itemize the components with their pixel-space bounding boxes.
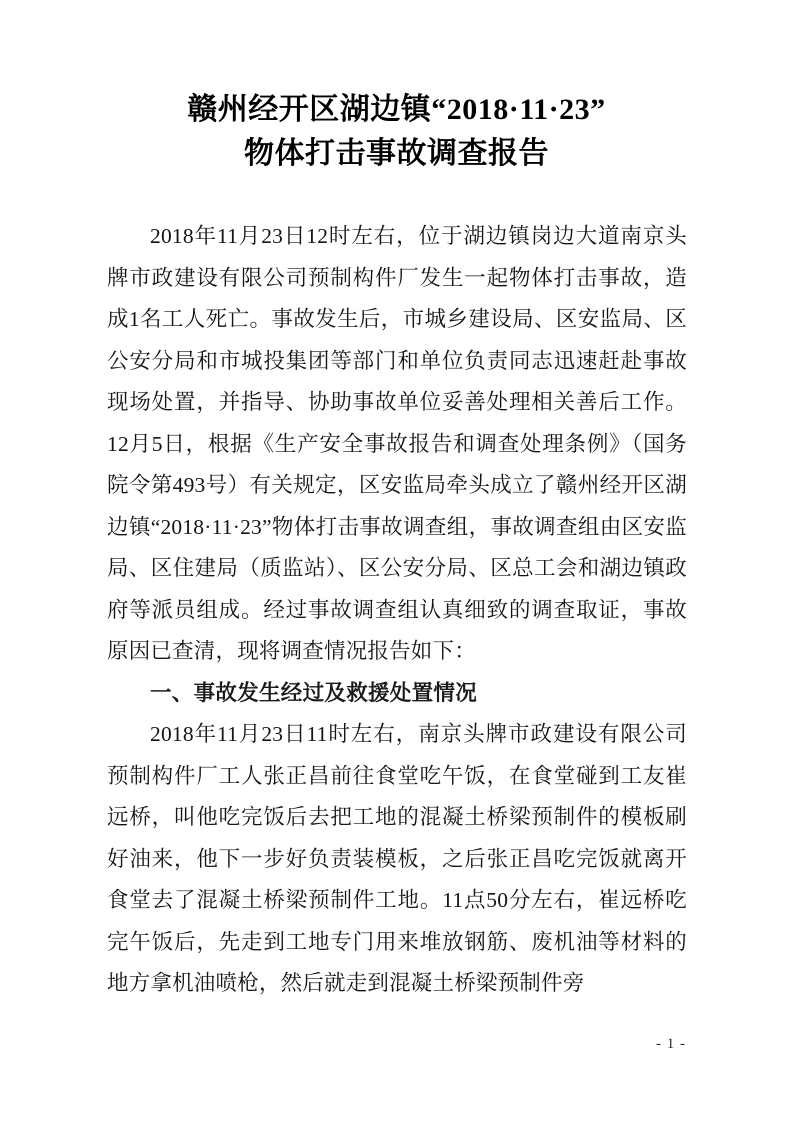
page-number: - 1 - <box>656 1036 686 1052</box>
page-title-line-2: 物体打击事故调查报告 <box>244 137 549 170</box>
section-heading-1: 一、事故发生经过及救援处置情况 <box>150 680 478 705</box>
document-body <box>107 216 687 1005</box>
intro-paragraph: 2018年11月23日12时左右，位于湖边镇岗边大道南京头牌市政建设有限公司预制构件厂发生一起物体打击事故，造成1名工人死亡。事故发生后，市城乡建设局、区安监局、区公安分局和市城投集团等部门和单位负责同志迅速赶赴事故现场处置，并指导、协助事故单位妥善处理相关善后工作。12月5日，根据《生产安全事故报告和调查处理条例》（国务院令第493号）有关规定，区安监局牵头成立了赣州经开区湖边镇“2018·11·23”物体打击事故调查组，事故调查组由区安监局、区住建局（质监站）、区公安分局、区总工会和湖边镇政府等派员组成。经过事故调查组认真细致的调查取证，事故原因已查清，现将调查情况报告如下： <box>107 224 687 663</box>
page-title <box>107 88 686 176</box>
section-1-paragraph: 2018年11月23日11时左右，南京头牌市政建设有限公司预制构件厂工人张正昌前往食堂吃午饭，在食堂碰到工友崔远桥，叫他吃完饭后去把工地的混凝土桥梁预制件的模板刷好油来，他下一步好负责装模板，之后张正昌吃完饭就离开食堂去了混凝土桥梁预制件工地。11点50分左右，崔远桥吃完午饭后，先走到工地专门用来堆放钢筋、废机油等材料的地方拿机油喷枪，然后就走到混凝土桥梁预制件旁 <box>107 722 687 995</box>
page-title-line-1: 赣州经开区湖边镇“2018·11·23” <box>187 93 606 126</box>
